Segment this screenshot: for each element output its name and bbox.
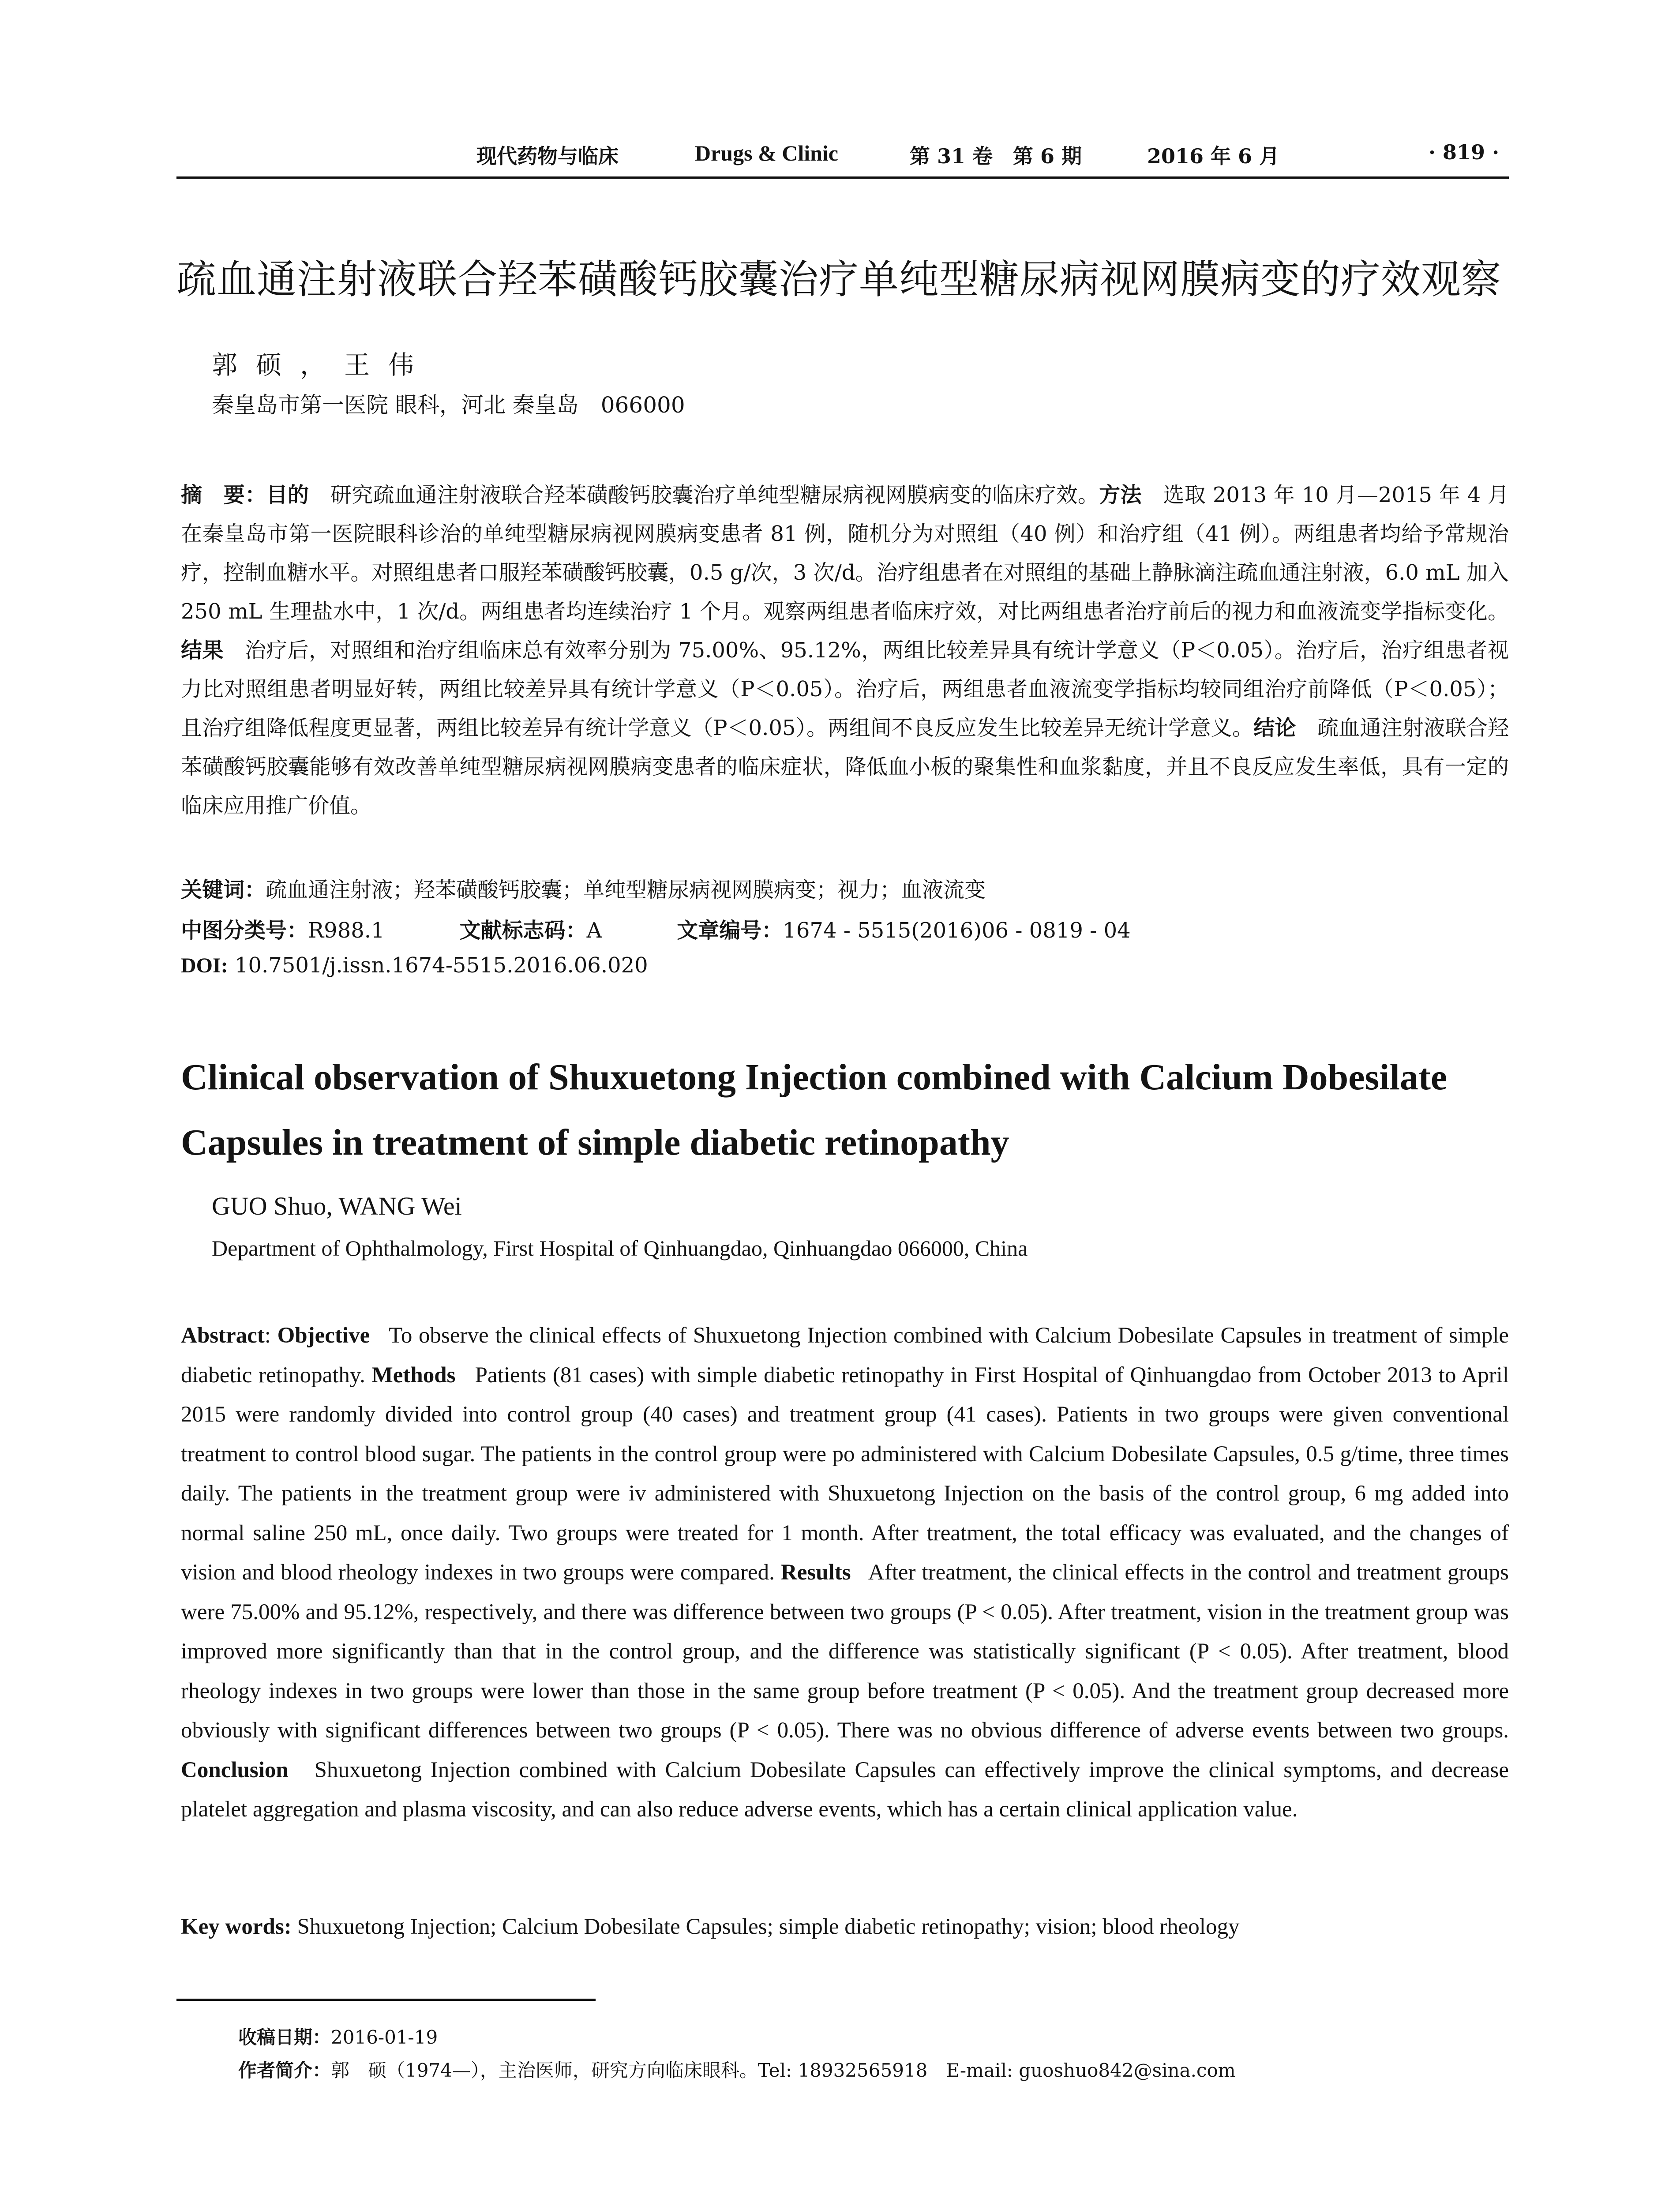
cn-methods-label: 方法 <box>1099 483 1142 507</box>
doi-value[interactable]: 10.7501/j.issn.1674-5515.2016.06.020 <box>234 953 648 978</box>
en-methods-label: Methods <box>371 1362 456 1388</box>
clc-label: 中图分类号： <box>181 918 308 943</box>
en-authors: GUO Shuo, WANG Wei <box>212 1192 462 1220</box>
article-no-value: 1674 - 5515(2016)06 - 0819 - 04 <box>783 918 1131 943</box>
en-abstract: Abstract: Objective To observe the clinical effects of Shuxuetong Injection combined with Calcium Dobesilate Capsules in treatment of simple diabetic retinopathy. Methods Patients (81 cases) with simple diabetic retinopathy in First Hospital of Qinhuangdao from October 2013 to April 2015 were randomly divided into control group (40 cases) and treatment group (41 cases). Patients in two groups were given conventional treatment to control blood sugar. The patients in the control group were po administered with Calcium Dobesilate Capsules, 0.5 g/time, three times daily. The patients in the treatment group were iv administered with Shuxuetong Injection on the basis of the control group, 6 mg added into normal saline 250 mL, once daily. Two groups were treated for 1 month. After treatment, the total efficacy was evaluated, and the changes of vision and blood rheology indexes in two groups were compared. Results After treatment, the clinical effects in the control and treatment groups were 75.00% and 95.12%, respectively, and there was difference between two groups (P < 0.05). After treatment, vision in the treatment group was improved more significantly than that in the control group, and the difference was statistically significant (P < 0.05). After treatment, blood rheology indexes in two groups were lower than those in the same group before treatment (P < 0.05). And the treatment group decreased more obviously with significant differences between two groups (P < 0.05). There was no obvious difference of adverse events between two groups. Conclusion Shuxuetong Injection combined with Calcium Dobesilate Capsules can effectively improve the clinical symptoms, and decrease platelet aggregation and plasma viscosity, and can also reduce adverse events, which has a certain clinical application value. <box>181 1323 1509 1822</box>
cn-conclusion-label: 结论 <box>1253 716 1296 740</box>
volume-issue: 第 31 卷 第 6 期 <box>910 144 1082 168</box>
cn-authors: 郭硕，王伟 <box>212 350 433 380</box>
page-number: · 819 · <box>1429 140 1500 164</box>
received-date-line <box>238 2023 438 2049</box>
classification-line <box>181 913 1509 944</box>
received-label: 收稿日期： <box>238 2026 331 2048</box>
en-objective-label: Objective <box>277 1323 370 1348</box>
en-results-text: After treatment, the clinical effects in the control and treatment groups were 75.00% and 95.12%, respectively, and there was difference between two groups (P < 0.05). After treatment, vision in the treatment group was improved more significantly than that in the control group, and the difference was statistically significant (P < 0.05). After treatment, blood rheology indexes in two groups were lower than those in the same group before treatment (P < 0.05). And the treatment group decreased more obviously with significant differences between two groups (P < 0.05). There was no obvious difference of adverse events between two groups. <box>181 1560 1509 1743</box>
cn-objective-text: 研究疏血通注射液联合羟苯磺酸钙胶囊治疗单纯型糖尿病视网膜病变的临床疗效。 <box>309 483 1099 507</box>
journal-name-en: Drugs & Clinic <box>695 141 838 165</box>
footnote-rule <box>176 1999 596 2001</box>
cn-title: 疏血通注射液联合羟苯磺酸钙胶囊治疗单纯型糖尿病视网膜病变的疗效观察 <box>176 256 1501 303</box>
cn-keywords-line <box>181 873 1509 903</box>
cn-objective-label: 目的 <box>266 483 309 507</box>
author-bio-line <box>238 2056 1236 2082</box>
cn-conclusion-text: 疏血通注射液联合羟苯磺酸钙胶囊能够有效改善单纯型糖尿病视网膜病变患者的临床症状，降低血小板的聚集性和血浆黏度，并且不良反应发生率低，具有一定的临床应用推广价值。 <box>181 716 1509 818</box>
en-affiliation: Department of Ophthalmology, First Hospital of Qinhuangdao, Qinhuangdao 066000, China <box>212 1236 1028 1261</box>
en-conclusion-text: Shuxuetong Injection combined with Calcium Dobesilate Capsules can effectively improve the clinical symptoms, and decrease platelet aggregation and plasma viscosity, and can also reduce adverse events, which has a certain clinical application value. <box>181 1757 1509 1822</box>
issue-date: 2016 年 6 月 <box>1147 144 1280 168</box>
cn-abstract-label: 摘 要： <box>181 483 266 507</box>
cn-abstract <box>181 476 1509 825</box>
en-keywords-line <box>181 1914 1509 1940</box>
cn-keywords-label: 关键词： <box>181 878 266 902</box>
en-methods-text: Patients (81 cases) with simple diabetic retinopathy in First Hospital of Qinhuangdao from October 2013 to April 2015 were randomly divided into control group (40 cases) and treatment group (41 cases). Patients in two groups were given conventional treatment to control blood sugar. The patients in the control group were po administered with Calcium Dobesilate Capsules, 0.5 g/time, three times daily. The patients in the treatment group were iv administered with Shuxuetong Injection on the basis of the control group, 6 mg added into normal saline 250 mL, once daily. Two groups were treated for 1 month. After treatment, the total efficacy was evaluated, and the changes of vision and blood rheology indexes in two groups were compared. <box>181 1362 1509 1585</box>
cn-methods-text: 选取 2013 年 10 月—2015 年 4 月在秦皇岛市第一医院眼科诊治的单纯型糖尿病视网膜病变患者 81 例，随机分为对照组（40 例）和治疗组（41 例）。两组患者均给予常规治疗，控制血糖水平。对照组患者口服羟苯磺酸钙胶囊，0.5 g/次，3 次/d。治疗组患者在对照组的基础上静脉滴注疏血通注射液，6.0 mL 加入 250 mL 生理盐水中，1 次/d。两组患者均连续治疗 1 个月。观察两组患者临床疗效，对比两组患者治疗前后的视力和血液流变学指标变化。 <box>181 483 1509 624</box>
article-no-label: 文章编号： <box>677 918 783 943</box>
doi-line <box>181 953 1509 978</box>
en-keywords-label: Key words: <box>181 1914 292 1939</box>
cn-results-text: 治疗后，对照组和治疗组临床总有效率分别为 75.00%、95.12%，两组比较差异具有统计学意义（P＜0.05）。治疗后，治疗组患者视力比对照组患者明显好转，两组比较差异具有统计学意义（P＜0.05）。治疗后，两组患者血液流变学指标均较同组治疗前降低（P＜0.05）；且治疗组降低程度更显著，两组比较差异有统计学意义（P＜0.05）。两组间不良反应发生比较差异无统计学意义。 <box>181 638 1509 740</box>
bio-label: 作者简介： <box>238 2060 331 2081</box>
en-objective-text: To observe the clinical effects of Shuxuetong Injection combined with Calcium Dobesilate Capsules in treatment of simple diabetic retinopathy. <box>181 1323 1509 1388</box>
cn-results-label: 结果 <box>181 638 224 663</box>
received-date: 2016-01-19 <box>331 2026 438 2048</box>
running-header <box>176 140 1509 171</box>
doc-code-value: A <box>586 918 602 943</box>
en-results-label: Results <box>780 1560 851 1585</box>
cn-keywords: 疏血通注射液；羟苯磺酸钙胶囊；单纯型糖尿病视网膜病变；视力；血液流变 <box>266 878 986 902</box>
clc-value: R988.1 <box>308 918 385 943</box>
journal-name-cn: 现代药物与临床 <box>476 144 619 168</box>
doi-label: DOI: <box>181 954 228 977</box>
header-rule <box>176 176 1509 179</box>
en-keywords: Shuxuetong Injection; Calcium Dobesilate Capsules; simple diabetic retinopathy; vision; blood rheology <box>297 1914 1240 1939</box>
en-abstract-label: Abstract <box>181 1323 265 1348</box>
cn-affiliation: 秦皇岛市第一医院 眼科，河北 秦皇岛 066000 <box>212 392 685 418</box>
en-title: Clinical observation of Shuxuetong Injection combined with Calcium Dobesilate Capsules in treatment of simple diabetic retinopathy <box>181 1057 1448 1163</box>
doc-code-label: 文献标志码： <box>459 918 587 943</box>
en-conclusion-label: Conclusion <box>181 1757 289 1782</box>
author-bio: 郭 硕（1974—），主治医师，研究方向临床眼科。Tel: 18932565918 E-mail: guoshuo842@sina.com <box>331 2060 1236 2081</box>
